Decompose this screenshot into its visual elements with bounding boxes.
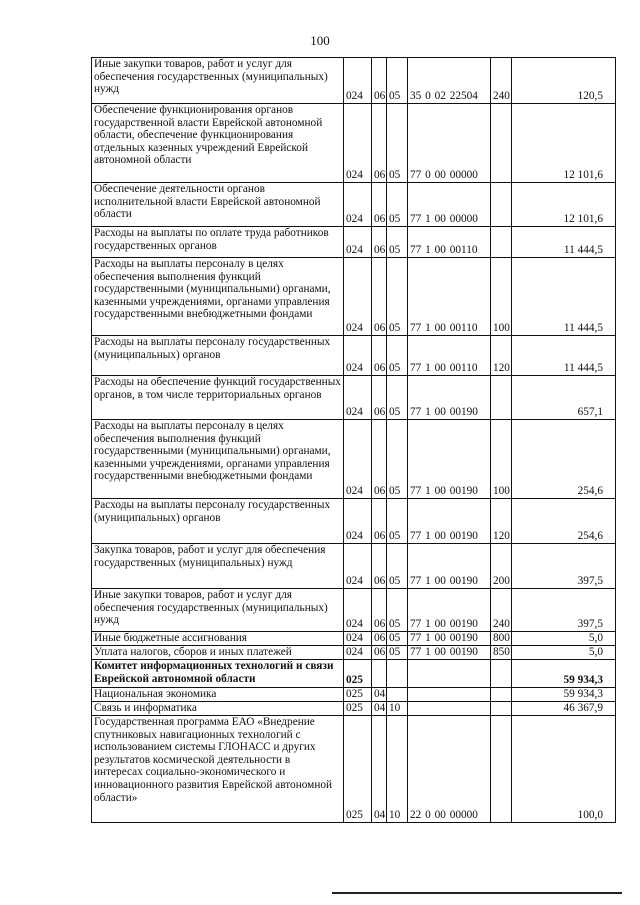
table-row — [92, 227, 616, 258]
row-csr-cell: 77 1 00 00190 — [408, 499, 491, 544]
row-rz-cell: 06 — [372, 420, 387, 499]
row-sum-cell: 657,1 — [512, 376, 616, 420]
row-name-cell: Комитет информационных технологий и связи Еврейской автономной области — [92, 660, 344, 688]
row-pr-cell: 05 — [387, 58, 408, 104]
row-csr-cell: 77 1 00 00110 — [408, 336, 491, 376]
row-csr-cell: 77 1 00 00190 — [408, 632, 491, 646]
row-rz-cell: 06 — [372, 632, 387, 646]
row-csr-cell: 77 1 00 00110 — [408, 227, 491, 258]
row-vr-cell: 100 — [491, 258, 512, 336]
row-csr-cell: 22 0 00 00000 — [408, 716, 491, 823]
table-row — [92, 336, 616, 376]
row-vr-cell — [491, 688, 512, 702]
budget-table — [91, 57, 616, 823]
row-sum-cell: 120,5 — [512, 58, 616, 104]
row-name-cell: Национальная экономика — [92, 688, 344, 702]
table-row — [92, 544, 616, 589]
row-gr-cell: 024 — [344, 227, 372, 258]
footer-rule — [332, 892, 622, 894]
row-rz-cell: 06 — [372, 589, 387, 632]
table-row — [92, 702, 616, 716]
row-sum-cell: 254,6 — [512, 420, 616, 499]
row-pr-cell: 10 — [387, 716, 408, 823]
row-rz-cell: 06 — [372, 258, 387, 336]
row-name-cell: Иные закупки товаров, работ и услуг для обеспечения государственных (муниципальных) нужд — [92, 58, 344, 104]
row-vr-cell: 120 — [491, 336, 512, 376]
table-row — [92, 716, 616, 823]
row-vr-cell — [491, 227, 512, 258]
row-vr-cell: 850 — [491, 646, 512, 660]
table-row — [92, 589, 616, 632]
row-rz-cell: 06 — [372, 544, 387, 589]
row-pr-cell: 05 — [387, 227, 408, 258]
row-vr-cell: 240 — [491, 58, 512, 104]
row-gr-cell: 024 — [344, 183, 372, 227]
row-name-cell: Иные закупки товаров, работ и услуг для обеспечения государственных (муниципальных) нужд — [92, 589, 344, 632]
row-name-cell: Расходы на выплаты по оплате труда работников государственных органов — [92, 227, 344, 258]
table-row — [92, 688, 616, 702]
row-pr-cell: 05 — [387, 499, 408, 544]
row-vr-cell — [491, 104, 512, 183]
row-pr-cell: 05 — [387, 544, 408, 589]
row-name-cell: Обеспечение деятельности органов исполнительной власти Еврейской автономной области — [92, 183, 344, 227]
row-csr-cell — [408, 688, 491, 702]
row-csr-cell: 77 1 00 00190 — [408, 376, 491, 420]
row-csr-cell: 77 1 00 00190 — [408, 589, 491, 632]
row-rz-cell: 06 — [372, 499, 387, 544]
row-rz-cell: 04 — [372, 702, 387, 716]
row-name-cell: Уплата налогов, сборов и иных платежей — [92, 646, 344, 660]
row-pr-cell: 10 — [387, 702, 408, 716]
row-pr-cell: 05 — [387, 336, 408, 376]
row-csr-cell: 77 1 00 00190 — [408, 420, 491, 499]
table-row — [92, 183, 616, 227]
row-sum-cell: 11 444,5 — [512, 227, 616, 258]
row-vr-cell: 120 — [491, 499, 512, 544]
row-pr-cell: 05 — [387, 183, 408, 227]
row-sum-cell: 59 934,3 — [512, 660, 616, 688]
row-csr-cell — [408, 660, 491, 688]
row-name-cell: Иные бюджетные ассигнования — [92, 632, 344, 646]
table-row — [92, 646, 616, 660]
row-name-cell: Расходы на выплаты персоналу государственных (муниципальных) органов — [92, 336, 344, 376]
row-name-cell: Расходы на выплаты персоналу государственных (муниципальных) органов — [92, 499, 344, 544]
row-name-cell: Закупка товаров, работ и услуг для обеспечения государственных (муниципальных) нужд — [92, 544, 344, 589]
row-vr-cell: 800 — [491, 632, 512, 646]
row-pr-cell: 05 — [387, 376, 408, 420]
row-pr-cell: 05 — [387, 104, 408, 183]
table-row — [92, 420, 616, 499]
table-row — [92, 660, 616, 688]
row-rz-cell: 06 — [372, 336, 387, 376]
row-sum-cell: 397,5 — [512, 544, 616, 589]
row-vr-cell: 240 — [491, 589, 512, 632]
row-vr-cell — [491, 660, 512, 688]
row-rz-cell: 06 — [372, 183, 387, 227]
table-row — [92, 58, 616, 104]
row-pr-cell: 05 — [387, 420, 408, 499]
row-csr-cell: 77 1 00 00190 — [408, 646, 491, 660]
row-rz-cell: 04 — [372, 716, 387, 823]
row-sum-cell: 11 444,5 — [512, 336, 616, 376]
row-vr-cell — [491, 702, 512, 716]
row-csr-cell: 77 1 00 00000 — [408, 183, 491, 227]
row-rz-cell: 06 — [372, 376, 387, 420]
row-gr-cell: 024 — [344, 258, 372, 336]
table-row — [92, 104, 616, 183]
row-gr-cell: 024 — [344, 336, 372, 376]
row-gr-cell: 024 — [344, 376, 372, 420]
row-pr-cell: 05 — [387, 632, 408, 646]
row-name-cell: Расходы на выплаты персоналу в целях обеспечения выполнения функций государственными (муниципальными) органами, казенными учреждениями, органами управления государственными внебюджетными фондами — [92, 420, 344, 499]
row-gr-cell: 024 — [344, 632, 372, 646]
row-pr-cell — [387, 688, 408, 702]
row-csr-cell: 77 0 00 00000 — [408, 104, 491, 183]
row-csr-cell: 77 1 00 00190 — [408, 544, 491, 589]
row-sum-cell: 254,6 — [512, 499, 616, 544]
row-name-cell: Связь и информатика — [92, 702, 344, 716]
row-gr-cell: 025 — [344, 716, 372, 823]
row-sum-cell: 100,0 — [512, 716, 616, 823]
row-gr-cell: 024 — [344, 499, 372, 544]
row-name-cell: Обеспечение функционирования органов государственной власти Еврейской автономной области, обеспечение функционирования отдельных казенных учреждений Еврейской автономной области — [92, 104, 344, 183]
row-sum-cell: 5,0 — [512, 632, 616, 646]
row-pr-cell: 05 — [387, 258, 408, 336]
row-gr-cell: 024 — [344, 420, 372, 499]
row-name-cell: Государственная программа ЕАО «Внедрение спутниковых навигационных технологий с использованием системы ГЛОНАСС и других результатов космической деятельности в интересах социально-экономического и инновационного развития Еврейской автономной области» — [92, 716, 344, 823]
row-csr-cell: 35 0 02 22504 — [408, 58, 491, 104]
row-vr-cell — [491, 716, 512, 823]
row-gr-cell: 025 — [344, 660, 372, 688]
row-gr-cell: 024 — [344, 58, 372, 104]
row-csr-cell: 77 1 00 00110 — [408, 258, 491, 336]
row-gr-cell: 024 — [344, 544, 372, 589]
row-vr-cell — [491, 183, 512, 227]
page-number: 100 — [310, 33, 330, 48]
row-vr-cell — [491, 376, 512, 420]
row-pr-cell: 05 — [387, 646, 408, 660]
row-gr-cell: 024 — [344, 646, 372, 660]
table-row — [92, 499, 616, 544]
row-sum-cell: 5,0 — [512, 646, 616, 660]
row-vr-cell: 200 — [491, 544, 512, 589]
table-row — [92, 632, 616, 646]
row-rz-cell — [372, 660, 387, 688]
row-name-cell: Расходы на выплаты персоналу в целях обеспечения выполнения функций государственными (муниципальными) органами, казенными учреждениями, органами управления государственными внебюджетными фондами — [92, 258, 344, 336]
row-sum-cell: 12 101,6 — [512, 183, 616, 227]
row-rz-cell: 04 — [372, 688, 387, 702]
row-vr-cell: 100 — [491, 420, 512, 499]
row-gr-cell: 025 — [344, 688, 372, 702]
row-rz-cell: 06 — [372, 646, 387, 660]
row-sum-cell: 12 101,6 — [512, 104, 616, 183]
table-row — [92, 376, 616, 420]
row-name-cell: Расходы на обеспечение функций государственных органов, в том числе территориальных органов — [92, 376, 344, 420]
row-rz-cell: 06 — [372, 227, 387, 258]
row-gr-cell: 024 — [344, 589, 372, 632]
row-csr-cell — [408, 702, 491, 716]
row-pr-cell — [387, 660, 408, 688]
row-sum-cell: 397,5 — [512, 589, 616, 632]
table-row — [92, 258, 616, 336]
row-sum-cell: 59 934,3 — [512, 688, 616, 702]
row-pr-cell: 05 — [387, 589, 408, 632]
row-gr-cell: 024 — [344, 104, 372, 183]
row-gr-cell: 025 — [344, 702, 372, 716]
row-rz-cell: 06 — [372, 104, 387, 183]
row-sum-cell: 46 367,9 — [512, 702, 616, 716]
row-sum-cell: 11 444,5 — [512, 258, 616, 336]
row-rz-cell: 06 — [372, 58, 387, 104]
